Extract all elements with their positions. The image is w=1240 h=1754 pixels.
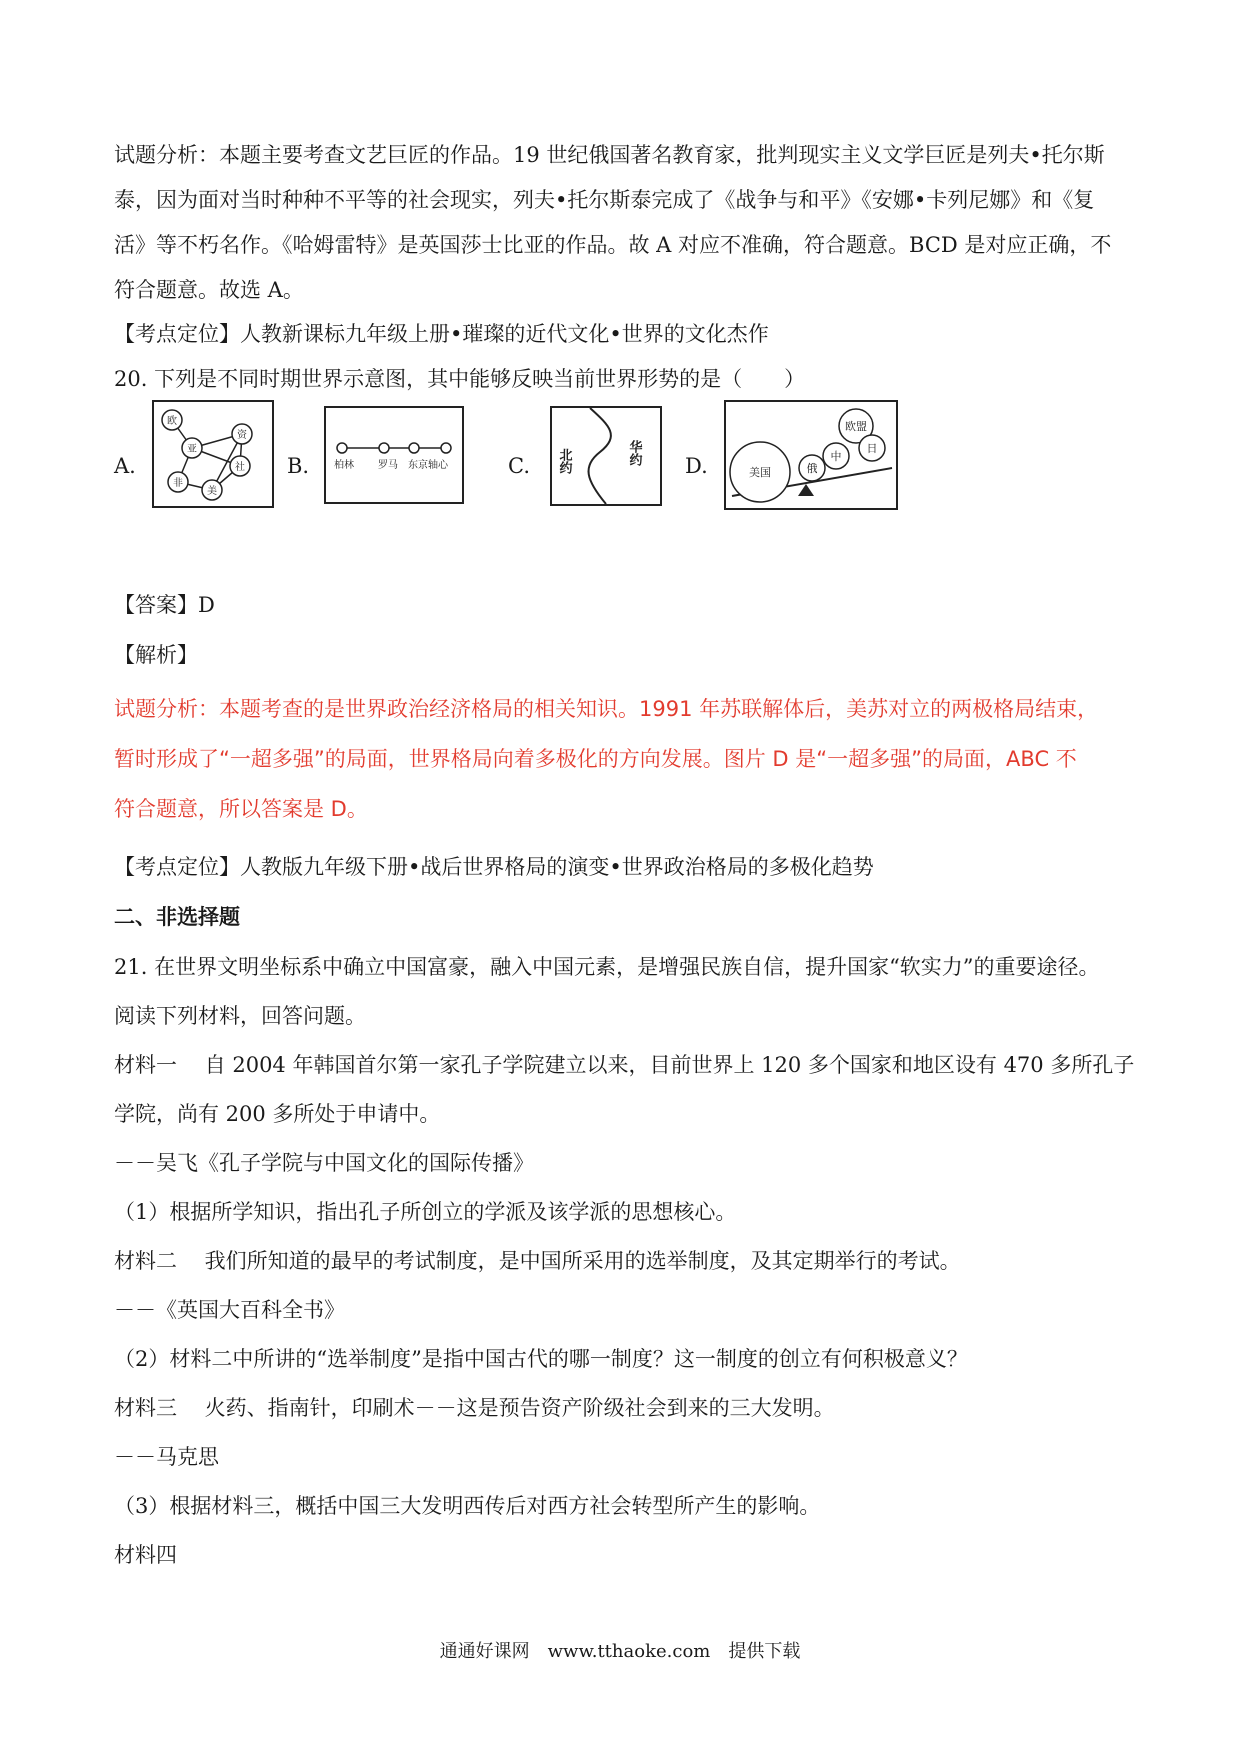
q21-question-1: （1）根据所学知识，指出孔子所创立的学派及该学派的思想核心。 bbox=[114, 1200, 737, 1224]
node-label: 欧 bbox=[167, 416, 177, 427]
option-b-label: B. bbox=[287, 454, 310, 478]
page-footer: 通通好课网 www.tthaoke.com 提供下载 bbox=[439, 1641, 801, 1662]
q21-material-3-source: －－马克思 bbox=[114, 1445, 219, 1469]
q21-stem-line-2: 阅读下列材料，回答问题。 bbox=[114, 1004, 366, 1028]
q19-analysis-line-3: 活》等不朽名作。《哈姆雷特》是英国莎士比亚的作品。故 A 对应不准确，符合题意。BCD 是对应正确，不 bbox=[114, 233, 1112, 257]
q20-analysis-line-2: 暂时形成了“一超多强”的局面，世界格局向着多极化的方向发展。图片 D 是“一超多强”的局面，ABC 不 bbox=[114, 747, 1077, 771]
q20-analysis-heading: 【解析】 bbox=[114, 643, 198, 667]
q21-material-1-source: －－吴飞《孔子学院与中国文化的国际传播》 bbox=[114, 1151, 534, 1175]
q21-question-3: （3）根据材料三，概括中国三大发明西传后对西方社会转型所产生的影响。 bbox=[114, 1494, 821, 1518]
q20-answer: 【答案】D bbox=[114, 593, 215, 617]
q21-material-1-line-1: 材料一 自 2004 年韩国首尔第一家孔子学院建立以来，目前世界上 120 多个国家和地区设有 470 多所孔子 bbox=[114, 1053, 1135, 1077]
q19-analysis-line-1: 试题分析：本题主要考查文艺巨匠的作品。19 世纪俄国著名教育家，批判现实主义文学巨匠是列夫•托尔斯 bbox=[114, 143, 1105, 167]
q21-material-1-line-2: 学院，尚有 200 多所处于申请中。 bbox=[114, 1102, 441, 1126]
q21-material-3: 材料三 火药、指南针，印刷术－－这是预告资产阶级社会到来的三大发明。 bbox=[114, 1396, 835, 1420]
power-label: 俄 bbox=[806, 462, 818, 475]
q19-analysis-line-4: 符合题意。故选 A。 bbox=[114, 278, 304, 302]
figure-b-axis-powers bbox=[324, 406, 464, 504]
axis-label: 柏林 bbox=[334, 460, 354, 471]
q20-analysis-line-1: 试题分析：本题考查的是世界政治经济格局的相关知识。1991 年苏联解体后，美苏对立的两极格局结束， bbox=[114, 697, 1099, 721]
figure-d-one-superpower-many-powers bbox=[724, 400, 898, 510]
q19-analysis-line-2: 泰，因为面对当时种种不平等的社会现实，列夫•托尔斯泰完成了《战争与和平》《安娜•卡列尼娜》和《复 bbox=[114, 188, 1095, 212]
power-label: 欧盟 bbox=[845, 420, 867, 433]
node-label: 美 bbox=[207, 486, 217, 497]
usa-label: 美国 bbox=[749, 466, 771, 479]
q21-question-2: （2）材料二中所讲的“选举制度”是指中国古代的哪一制度？这一制度的创立有何积极意义？ bbox=[114, 1347, 968, 1371]
power-label: 日 bbox=[866, 442, 878, 455]
node-label: 社 bbox=[235, 462, 245, 473]
q20-knowledge-point: 【考点定位】人教版九年级下册•战后世界格局的演变•世界政治格局的多极化趋势 bbox=[114, 855, 874, 879]
power-label: 中 bbox=[830, 450, 842, 463]
nato-label: 北约 bbox=[556, 448, 572, 474]
option-a-label: A. bbox=[114, 454, 136, 478]
q21-material-4: 材料四 bbox=[114, 1543, 177, 1567]
axis-label: 东京轴心 bbox=[408, 460, 448, 471]
node-label: 亚 bbox=[187, 444, 197, 455]
q21-material-2: 材料二 我们所知道的最早的考试制度，是中国所采用的选举制度，及其定期举行的考试。 bbox=[114, 1249, 961, 1273]
q21-material-2-source: －－《英国大百科全书》 bbox=[114, 1298, 345, 1322]
axis-label: 罗马 bbox=[378, 460, 398, 471]
node-label: 非 bbox=[173, 478, 183, 489]
figure-a-multipolar-network bbox=[152, 400, 274, 508]
q21-stem-line-1: 21. 在世界文明坐标系中确立中国富豪，融入中国元素，是增强民族自信，提升国家“软实力”的重要途径。 bbox=[114, 955, 1100, 979]
section-heading-nonchoice: 二、非选择题 bbox=[114, 905, 240, 929]
node-label: 资 bbox=[237, 430, 247, 441]
q20-analysis-line-3: 符合题意，所以答案是 D。 bbox=[114, 797, 368, 821]
q20-stem: 20. 下列是不同时期世界示意图，其中能够反映当前世界形势的是（ ） bbox=[114, 367, 806, 391]
option-c-label: C. bbox=[508, 454, 530, 478]
option-d-label: D. bbox=[685, 454, 708, 478]
figure-c-bipolar bbox=[550, 406, 662, 506]
warsaw-pact-label: 华约 bbox=[626, 440, 642, 466]
q19-knowledge-point: 【考点定位】人教新课标九年级上册•璀璨的近代文化•世界的文化杰作 bbox=[114, 322, 769, 346]
